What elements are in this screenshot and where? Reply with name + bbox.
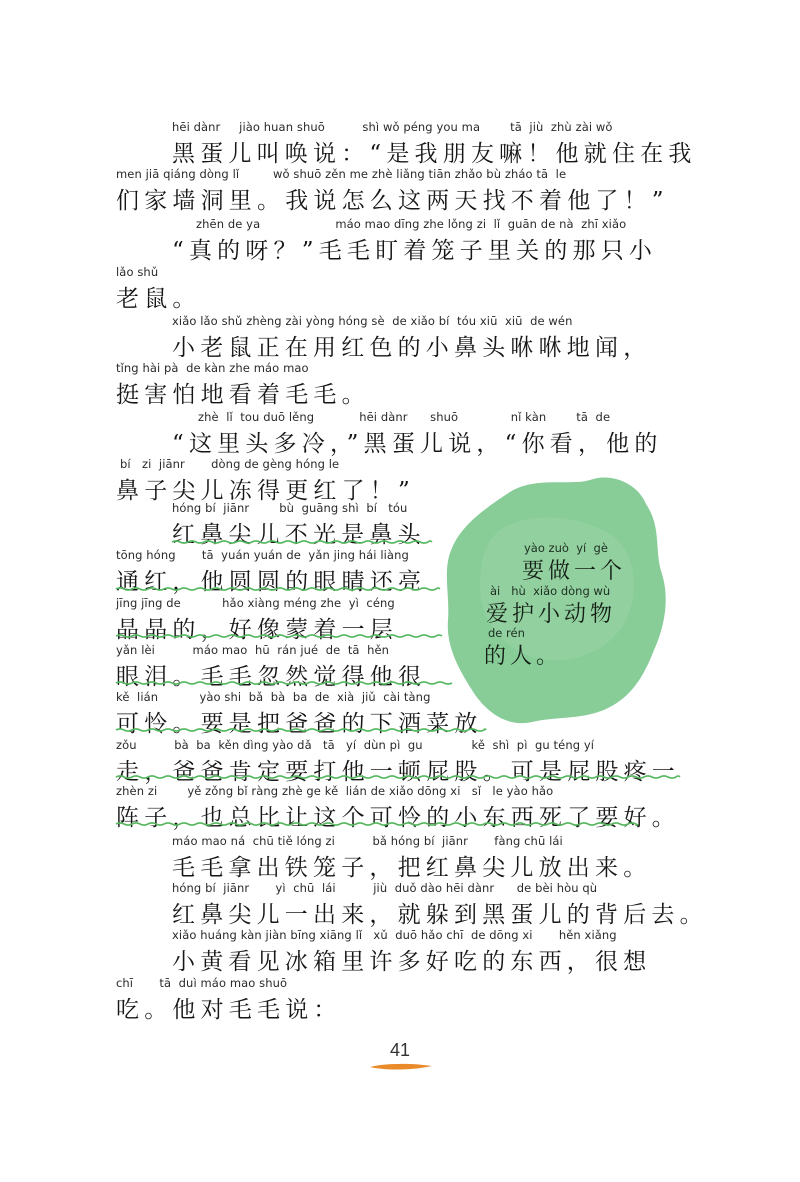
note-hanzi: 要做一个 xyxy=(522,559,627,584)
hanzi-line: 挺害怕地看着毛毛。 xyxy=(116,382,370,408)
wave-underline xyxy=(116,729,486,731)
hanzi-line: 们家墙洞里。我说怎么这两天找不着他了！” xyxy=(116,188,669,214)
hanzi-line: 通红，他圆圆的眼睛还亮 xyxy=(116,569,427,595)
pinyin-line: máo mao ná chū tiě lóng zi bǎ hóng bí jiānr fàng chū lái xyxy=(172,834,563,848)
pinyin-line: jīng jīng de hǎo xiàng méng zhe yì céng xyxy=(116,596,395,610)
hanzi-line: 晶晶的，好像蒙着一层 xyxy=(116,617,398,643)
hanzi-line: 吃。他对毛毛说： xyxy=(116,997,342,1023)
page-number-swoosh xyxy=(368,1062,434,1072)
pinyin-line: zhēn de ya máo mao dīng zhe lǒng zi lǐ guān de nà zhī xiǎo xyxy=(196,217,627,231)
pinyin-line: zhè lǐ tou duō lěng hēi dànr shuō nǐ kàn tā de xyxy=(198,410,611,424)
pinyin-line: zǒu bà ba kěn dìng yào dǎ tā yí dùn pì gu kě shì pì gu téng yí xyxy=(116,738,595,752)
hanzi-line: 可怜。要是把爸爸的下酒菜放 xyxy=(116,711,483,737)
pinyin-line: bí zi jiānr dòng de gèng hóng le xyxy=(120,457,340,471)
wave-underline xyxy=(116,588,440,590)
wave-underline xyxy=(116,823,638,825)
hanzi-line: 小黄看见冰箱里许多好吃的东西，很想 xyxy=(172,949,652,975)
hanzi-line: 老鼠。 xyxy=(116,286,201,312)
pinyin-line: hóng bí jiānr yì chū lái jiù duǒ dào hēi dànr de bèi hòu qù xyxy=(172,881,598,895)
pinyin-line: tōng hóng tā yuán yuán de yǎn jing hái liàng xyxy=(116,548,409,562)
page-number: 41 xyxy=(389,1040,411,1060)
hanzi-line: 红鼻尖儿一出来，就躲到黑蛋儿的背后去。 xyxy=(172,902,708,928)
note-hanzi: 爱护小动物 xyxy=(486,602,617,627)
pinyin-line: lǎo shǔ xyxy=(116,265,159,279)
pinyin-line: yǎn lèi máo mao hū rán jué de tā hěn xyxy=(116,643,390,657)
wave-underline xyxy=(116,682,452,684)
hanzi-line: “真的呀？”毛毛盯着笼子里关的那只小 xyxy=(172,238,658,264)
hanzi-line: 小老鼠正在用红色的小鼻头咻咻地闻， xyxy=(172,335,652,361)
hanzi-line: 眼泪。毛毛忽然觉得他很 xyxy=(116,664,427,690)
pinyin-line: chī tā duì máo mao shuō xyxy=(116,976,288,990)
hanzi-line: 红鼻尖儿不光是鼻头 xyxy=(172,522,426,548)
hanzi-line: 黑蛋儿叫唤说：“是我朋友嘛！他就住在我 xyxy=(172,141,697,167)
hanzi-line: “这里头多冷，”黑蛋儿说，“你看，他的 xyxy=(172,431,663,457)
note-pinyin: ài hù xiǎo dòng wù xyxy=(490,584,611,598)
pinyin-line: men jiā qiáng dòng lǐ wǒ shuō zěn me zhè liǎng tiān zhǎo bù zháo tā le xyxy=(116,167,567,181)
pinyin-line: xiǎo lǎo shǔ zhèng zài yòng hóng sè de xiǎo bí tóu xiū xiū de wén xyxy=(172,314,573,328)
pinyin-line: zhèn zi yě zǒng bǐ ràng zhè ge kě lián de xiǎo dōng xi sǐ le yào hǎo xyxy=(116,784,554,798)
hanzi-line: 毛毛拿出铁笼子，把红鼻尖儿放出来。 xyxy=(172,855,652,881)
pinyin-line: hēi dànr jiào huan shuō shì wǒ péng you ma tā jiù zhù zài wǒ xyxy=(172,120,613,134)
pinyin-line: xiǎo huáng kàn jiàn bīng xiāng lǐ xǔ duō hǎo chī de dōng xi hěn xiǎng xyxy=(172,928,617,942)
note-pinyin: yào zuò yí gè xyxy=(524,541,608,555)
wave-underline xyxy=(116,635,442,637)
hanzi-line: 走，爸爸肯定要打他一顿屁股。可是屁股疼一 xyxy=(116,759,680,785)
note-pinyin: de rén xyxy=(488,626,525,640)
note-hanzi: 的人。 xyxy=(484,644,563,669)
pinyin-line: kě lián yào shi bǎ bà ba de xià jiǔ cài tàng xyxy=(116,690,431,704)
pinyin-line: tǐng hài pà de kàn zhe máo mao xyxy=(116,361,309,375)
pinyin-line: hóng bí jiānr bù guāng shì bí tóu xyxy=(172,501,408,515)
wave-underline xyxy=(116,776,680,778)
wave-underline xyxy=(172,541,432,543)
hanzi-line: 鼻子尖儿冻得更红了！” xyxy=(116,478,415,504)
hanzi-line: 阵子，也总比让这个可怜的小东西死了要好。 xyxy=(116,805,680,831)
